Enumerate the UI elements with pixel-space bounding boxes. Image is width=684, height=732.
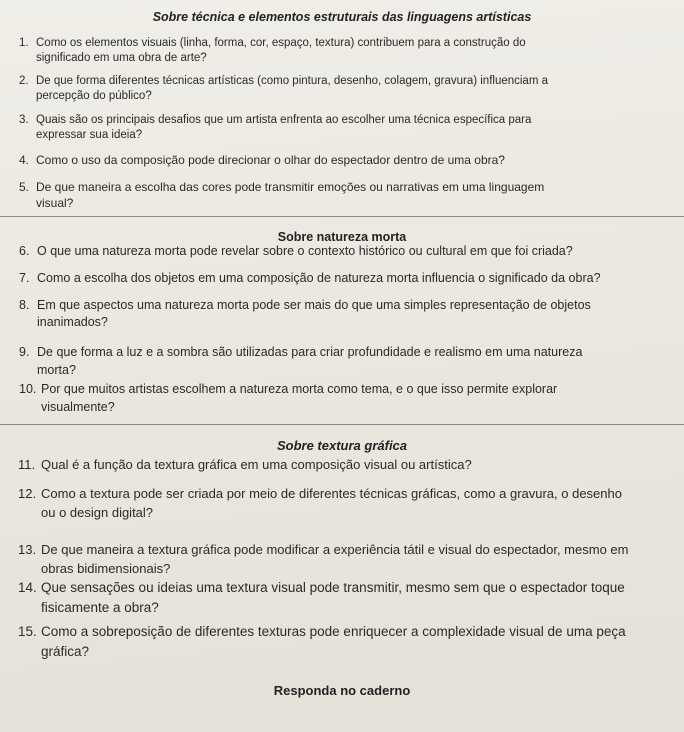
question-number: 5. bbox=[19, 180, 30, 194]
question-text bbox=[41, 380, 557, 416]
question-line: De que forma a luz e a sombra são utilizadas para criar profundidade e realismo em uma natureza bbox=[37, 345, 583, 359]
question-line: Como a sobreposição de diferentes texturas pode enriquecer a complexidade visual de uma peça bbox=[41, 624, 626, 639]
question-number: 14. bbox=[18, 580, 37, 595]
question-text bbox=[41, 540, 628, 578]
question-number: 15. bbox=[18, 624, 37, 639]
section-title: Sobre técnica e elementos estruturais das linguagens artísticas bbox=[152, 10, 532, 24]
question-line: inanimados? bbox=[37, 315, 108, 329]
question-line: Quais são os principais desafios que um artista enfrenta ao escolher uma técnica específica para bbox=[36, 114, 532, 126]
question-line: Por que muitos artistas escolhem a natureza morta como tema, e o que isso permite explorar bbox=[41, 382, 558, 396]
question-text bbox=[41, 456, 472, 474]
question-line: Como o uso da composição pode direcionar o olhar do espectador dentro de uma obra? bbox=[36, 153, 505, 167]
question-text bbox=[36, 179, 544, 211]
question-line: visualmente? bbox=[41, 400, 115, 414]
question-line: De que forma diferentes técnicas artísticas (como pintura, desenho, colagem, gravura) influenciam a bbox=[36, 75, 549, 87]
question-text bbox=[36, 153, 505, 168]
question-line: Como a escolha dos objetos em uma composição de natureza morta influencia o significado da obra? bbox=[37, 271, 601, 285]
question-line: gráfica? bbox=[41, 644, 90, 659]
question-number: 11. bbox=[18, 457, 36, 472]
question-number: 2. bbox=[19, 75, 29, 87]
question-line: Que sensações ou ideias uma textura visual pode transmitir, mesmo sem que o espectador toque bbox=[41, 580, 625, 595]
question-text bbox=[41, 622, 626, 662]
section-title: Sobre natureza morta bbox=[277, 230, 407, 244]
question-number: 13. bbox=[18, 542, 37, 557]
question-text bbox=[37, 297, 591, 331]
question-line: O que uma natureza morta pode revelar sobre o contexto histórico ou cultural em que foi criada? bbox=[37, 244, 573, 258]
question-text bbox=[36, 113, 531, 143]
question-line: Como a textura pode ser criada por meio de diferentes técnicas gráficas, como a gravura, o desenho bbox=[41, 486, 622, 501]
question-text bbox=[41, 484, 622, 522]
question-number: 4. bbox=[19, 153, 30, 167]
question-line: Como os elementos visuais (linha, forma, cor, espaço, textura) contribuem para a construção do bbox=[36, 37, 526, 49]
question-line: percepção do público? bbox=[36, 90, 152, 102]
question-line: fisicamente a obra? bbox=[41, 600, 159, 615]
question-line: ou o design digital? bbox=[41, 505, 154, 520]
question-text bbox=[36, 36, 526, 66]
question-line: expressar sua ideia? bbox=[36, 129, 143, 141]
question-number: 1. bbox=[19, 37, 29, 49]
question-text bbox=[36, 74, 548, 104]
question-line: obras bidimensionais? bbox=[41, 561, 171, 576]
footer-instruction: Responda no caderno bbox=[273, 683, 411, 698]
question-number: 7. bbox=[19, 271, 30, 285]
question-number: 10. bbox=[19, 382, 37, 396]
question-line: De que maneira a escolha das cores pode transmitir emoções ou narrativas em uma linguagem bbox=[36, 180, 545, 194]
question-number: 12. bbox=[18, 486, 37, 501]
question-line: De que maneira a textura gráfica pode modificar a experiência tátil e visual do espectador, mesmo em bbox=[41, 542, 629, 557]
question-number: 3. bbox=[19, 114, 29, 126]
question-text bbox=[37, 343, 582, 379]
question-text bbox=[37, 270, 601, 287]
section-title: Sobre textura gráfica bbox=[276, 438, 408, 453]
question-line: morta? bbox=[37, 363, 76, 377]
question-line: Em que aspectos uma natureza morta pode ser mais do que uma simples representação de objetos bbox=[37, 298, 591, 312]
question-line: visual? bbox=[36, 196, 74, 210]
question-line: Qual é a função da textura gráfica em uma composição visual ou artística? bbox=[41, 457, 472, 472]
question-number: 9. bbox=[19, 345, 30, 359]
question-text bbox=[41, 578, 625, 618]
question-line: significado em uma obra de arte? bbox=[36, 52, 207, 64]
question-text bbox=[37, 243, 573, 260]
question-number: 6. bbox=[19, 244, 30, 258]
question-number: 8. bbox=[19, 298, 30, 312]
